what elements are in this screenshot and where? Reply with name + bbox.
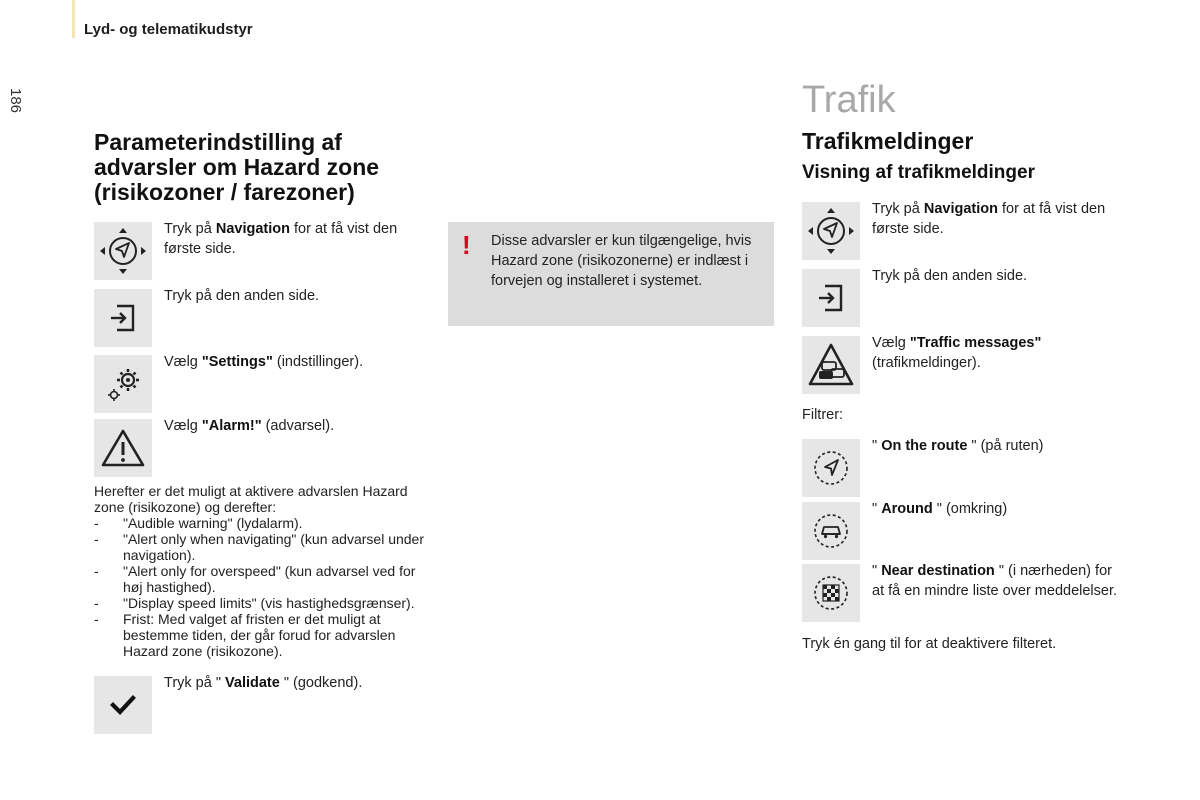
filter-near-destination-text: " Near destination " (i nærheden) for at få en mindre liste over meddelelser. — [872, 563, 1118, 599]
left-step-alarm-text: Vælg "Alarm!" (advarsel). — [164, 418, 335, 434]
settings-gears-icon — [94, 355, 152, 413]
left-step-validate-text: Tryk på " Validate " (godkend). — [164, 675, 363, 691]
chapter-title: Trafik — [802, 79, 896, 121]
right-step-navigation — [802, 202, 1137, 260]
right-section-title: Trafikmeldinger — [802, 128, 974, 154]
left-step-navigation-text: Tryk på Navigation for at få vist den første side. — [164, 221, 398, 257]
header-rule — [72, 0, 75, 38]
filter-on-route-text: " On the route " (på ruten) — [872, 438, 1044, 454]
right-section-subtitle: Visning af trafikmeldinger — [802, 162, 1035, 183]
left-step-alarm — [94, 419, 419, 477]
navigation-joystick-icon — [94, 222, 152, 280]
traffic-warning-icon — [802, 336, 860, 394]
list-item: - "Alert only when navigating" (kun advarsel under navigation). — [94, 531, 424, 563]
left-section-title: Parameterindstilling af advarsler om Hazard zone (risikozoner / farezoner) — [94, 129, 380, 205]
page-number: 186 — [7, 88, 24, 114]
list-item: - Frist: Med valget af fristen er det muligt at bestemme tiden, der går forud for advarslen Hazard zone (risikozone). — [94, 611, 396, 659]
around-car-icon — [802, 502, 860, 560]
right-step-traffic-messages — [802, 336, 1072, 394]
filter-on-route — [802, 439, 1122, 497]
right-step-next-page — [802, 269, 1137, 327]
filter-around — [802, 502, 1122, 560]
filter-around-text: " Around " (omkring) — [872, 501, 1008, 517]
next-page-icon — [802, 269, 860, 327]
list-item: - "Alert only for overspeed" (kun advarsel ved for høj hastighed). — [94, 563, 416, 595]
left-step-navigation — [94, 222, 419, 280]
left-step-next-page-text: Tryk på den anden side. — [164, 288, 320, 304]
left-step-next-page — [94, 289, 419, 347]
list-item: - "Display speed limits" (vis hastighedsgrænser). — [94, 595, 415, 611]
navigation-joystick-icon — [802, 202, 860, 260]
section-header: Lyd- og telematikudstyr — [84, 21, 253, 38]
right-step-navigation-text: Tryk på Navigation for at få vist den første side. — [872, 201, 1106, 237]
next-page-icon — [94, 289, 152, 347]
left-step-settings-text: Vælg "Settings" (indstillinger). — [164, 354, 364, 370]
warning-triangle-icon — [94, 419, 152, 477]
hazard-options-list — [94, 515, 424, 659]
checkmark-icon — [94, 676, 152, 734]
filter-label: Filtrer: — [802, 407, 844, 423]
hazard-options-block — [94, 483, 424, 659]
destination-flag-icon — [802, 564, 860, 622]
left-step-settings — [94, 355, 419, 413]
warning-exclamation-icon: ! — [462, 230, 471, 260]
right-step-next-page-text: Tryk på den anden side. — [872, 268, 1028, 284]
hazard-options-intro: Herefter er det muligt at aktivere advarslen Hazard zone (risikozone) og derefter: — [94, 483, 408, 515]
filter-near-destination — [802, 564, 1122, 622]
list-item: - "Audible warning" (lydalarm). — [94, 515, 303, 531]
right-step-traffic-messages-text: Vælg "Traffic messages" (trafikmeldinger). — [872, 335, 1042, 371]
deactivate-filter-text: Tryk én gang til for at deaktivere filteret. — [802, 636, 1057, 652]
note-text: Disse advarsler er kun tilgængelige, hvis Hazard zone (risikozonerne) er indlæst i forvejen og installeret i systemet. — [491, 233, 752, 289]
on-route-icon — [802, 439, 860, 497]
left-step-validate — [94, 676, 419, 734]
